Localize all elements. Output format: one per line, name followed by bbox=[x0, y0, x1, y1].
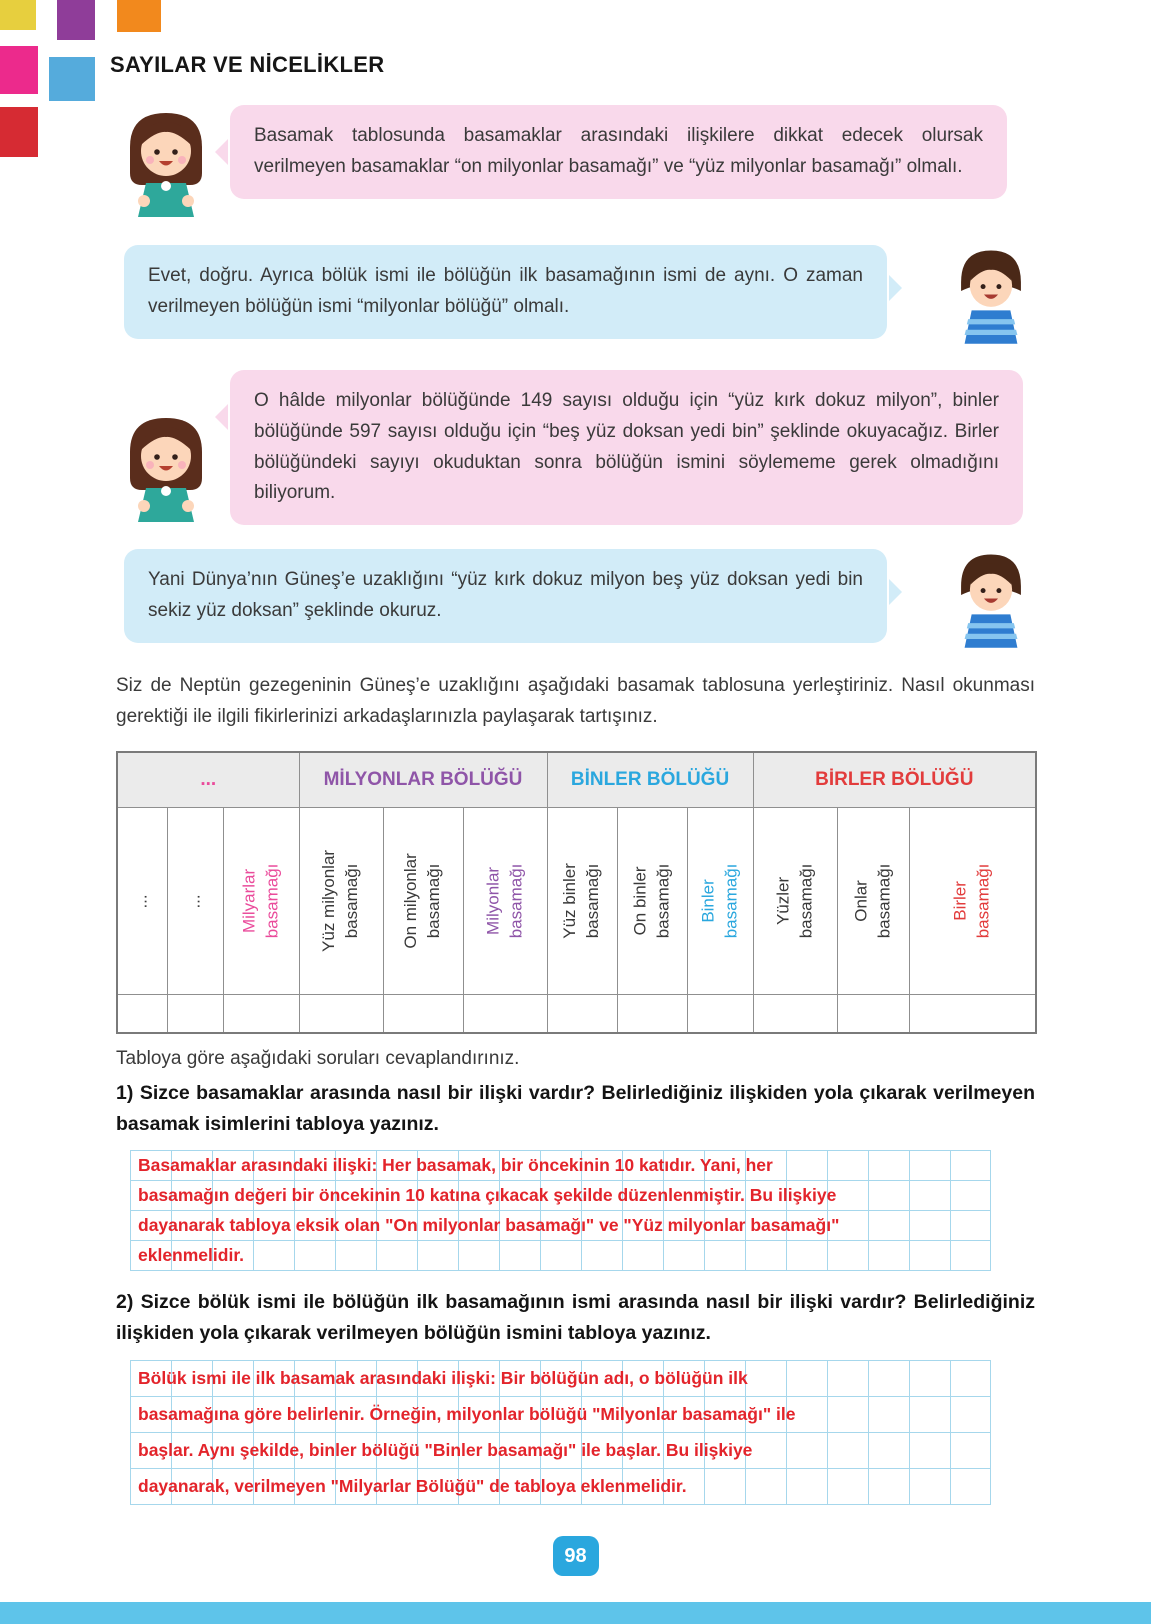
girl-avatar bbox=[116, 107, 216, 219]
deco-square-pink bbox=[0, 46, 38, 94]
answer-cell bbox=[117, 995, 167, 1033]
column-label-dots-2: ... bbox=[167, 808, 223, 995]
place-value-table bbox=[116, 751, 1037, 1034]
speech-bubble-girl-1 bbox=[230, 105, 1007, 199]
handwritten-line: basamağına göre belirlenir. Örneğin, milyonlar bölüğü "Milyonlar basamağı" ile bbox=[138, 1403, 796, 1424]
deco-square-purple bbox=[57, 0, 95, 40]
group-header-unknown: ... bbox=[117, 752, 299, 808]
questions-intro: Tabloya göre aşağıdaki soruları cevaplandırınız. bbox=[116, 1047, 520, 1069]
column-label-thousands: Binler basamağı bbox=[687, 808, 753, 995]
footer-bar bbox=[0, 1602, 1151, 1624]
handwritten-line: Basamaklar arasındaki ilişki: Her basamak, bir öncekinin 10 katıdır. Yani, her bbox=[138, 1155, 773, 1176]
group-header-ones: BİRLER BÖLÜĞÜ bbox=[753, 752, 1036, 808]
deco-square-red bbox=[0, 107, 38, 157]
answer-cell bbox=[837, 995, 909, 1033]
speech-bubble-boy-1 bbox=[124, 245, 887, 339]
girl-character-icon bbox=[116, 412, 216, 524]
dialogue-row-3 bbox=[116, 370, 1035, 525]
boy-character-icon bbox=[947, 549, 1035, 648]
answer-cell bbox=[687, 995, 753, 1033]
answer-cell bbox=[753, 995, 837, 1033]
deco-square-blue bbox=[49, 57, 95, 101]
column-label-ten-millions: On milyonlar basamağı bbox=[383, 808, 463, 995]
column-label-ones: Birler basamağı bbox=[909, 808, 1036, 995]
task-instruction: Siz de Neptün gezegeninin Güneş’e uzaklığını aşağıdaki basamak tablosuna yerleştiriniz. Nasıl okunması gerektiği ile ilgili fikirlerinizi arkadaşlarınızla paylaşarak tartışınız. bbox=[116, 675, 1035, 728]
page-number-badge: 98 bbox=[553, 1536, 599, 1576]
deco-square-orange bbox=[117, 0, 161, 32]
answer-cell bbox=[167, 995, 223, 1033]
answer-grid-1 bbox=[130, 1150, 991, 1271]
dialogue-row-1 bbox=[116, 105, 1035, 219]
group-header-millions: MİLYONLAR BÖLÜĞÜ bbox=[299, 752, 547, 808]
speech-bubble-boy-2 bbox=[124, 549, 887, 643]
handwritten-line: Bölük ismi ile ilk basamak arasındaki ilişki: Bir bölüğün adı, o bölüğün ilk bbox=[138, 1367, 748, 1388]
boy-avatar bbox=[947, 245, 1035, 344]
boy-character-icon bbox=[947, 245, 1035, 344]
answer-row bbox=[117, 995, 1036, 1033]
answer-cell bbox=[463, 995, 547, 1033]
column-label-tens: Onlar basamağı bbox=[837, 808, 909, 995]
speech-text-2: Evet, doğru. Ayrıca bölük ismi ile bölüğün ilk basamağının ismi de aynı. O zaman verilmeyen bölüğün ismi “milyonlar bölüğü” olmalı. bbox=[148, 265, 863, 317]
column-label-ten-thousands: On binler basamağı bbox=[617, 808, 687, 995]
answer-cell bbox=[547, 995, 617, 1033]
speech-bubble-girl-2 bbox=[230, 370, 1023, 525]
column-label-dots-1: ... bbox=[117, 808, 167, 995]
column-label-billions: Milyarlar basamağı bbox=[223, 808, 299, 995]
answer-cell bbox=[223, 995, 299, 1033]
question-1: 1) Sizce basamaklar arasında nasıl bir ilişki vardır? Belirlediğiniz ilişkiden yola çıkarak verilmeyen basamak isimlerini tabloya yazınız. bbox=[116, 1081, 1035, 1135]
answer-cell bbox=[617, 995, 687, 1033]
handwritten-line: dayanarak, verilmeyen "Milyarlar Bölüğü" de tabloya eklenmelidir. bbox=[138, 1475, 687, 1496]
answer-grid-2 bbox=[130, 1360, 991, 1505]
girl-character-icon bbox=[116, 107, 216, 219]
dialogue-row-2 bbox=[116, 245, 1035, 344]
answer-cell bbox=[383, 995, 463, 1033]
answer-cell bbox=[909, 995, 1036, 1033]
speech-text-3: O hâlde milyonlar bölüğünde 149 sayısı olduğu için “yüz kırk dokuz milyon”, binler bölüğünde 597 sayısı olduğu için “beş yüz doksan yedi bin” şeklinde okuyacağız. Birler bölüğündeki sayıyı okuduktan sonra bölüğün ismini söylememe gerek olmadığını biliyorum. bbox=[254, 390, 999, 504]
column-label-hundreds: Yüzler basamağı bbox=[753, 808, 837, 995]
deco-square-yellow bbox=[0, 0, 36, 30]
page-content bbox=[116, 100, 1035, 1505]
answer-cell bbox=[299, 995, 383, 1033]
boy-avatar bbox=[947, 549, 1035, 648]
speech-text-1: Basamak tablosunda basamaklar arasındaki ilişkilere dikkat edecek olursak verilmeyen basamaklar “on milyonlar basamağı” ve “yüz milyonlar basamağı” olmalı. bbox=[254, 125, 983, 177]
column-label-millions: Milyonlar basamağı bbox=[463, 808, 547, 995]
dialogue-row-4 bbox=[116, 549, 1035, 648]
handwritten-line: basamağın değeri bir öncekinin 10 katına çıkacak şekilde düzenlenmiştir. Bu ilişkiye bbox=[138, 1185, 837, 1206]
question-2: 2) Sizce bölük ismi ile bölüğün ilk basamağının ismi arasında nasıl bir ilişki vardır? Belirlediğiniz ilişkiden yola çıkarak verilmeyen bölüğün ismini tabloya yazınız. bbox=[116, 1291, 1035, 1345]
handwritten-line: dayanarak tabloya eksik olan "On milyonlar basamağı" ve "Yüz milyonlar basamağı" bbox=[138, 1215, 840, 1236]
speech-text-4: Yani Dünya’nın Güneş’e uzaklığını “yüz kırk dokuz milyon beş yüz doksan yedi bin sekiz yüz doksan” şeklinde okuruz. bbox=[148, 569, 863, 621]
table-group-row bbox=[117, 752, 1036, 808]
column-label-row bbox=[117, 808, 1036, 995]
handwritten-line: eklenmelidir. bbox=[138, 1245, 245, 1266]
page-title: SAYILAR VE NİCELİKLER bbox=[110, 52, 385, 77]
column-label-hundred-millions: Yüz milyonlar basamağı bbox=[299, 808, 383, 995]
group-header-thousands: BİNLER BÖLÜĞÜ bbox=[547, 752, 753, 808]
column-label-hundred-thousands: Yüz binler basamağı bbox=[547, 808, 617, 995]
handwritten-line: başlar. Aynı şekilde, binler bölüğü "Binler basamağı" ile başlar. Bu ilişkiye bbox=[138, 1439, 753, 1460]
girl-avatar bbox=[116, 412, 216, 524]
